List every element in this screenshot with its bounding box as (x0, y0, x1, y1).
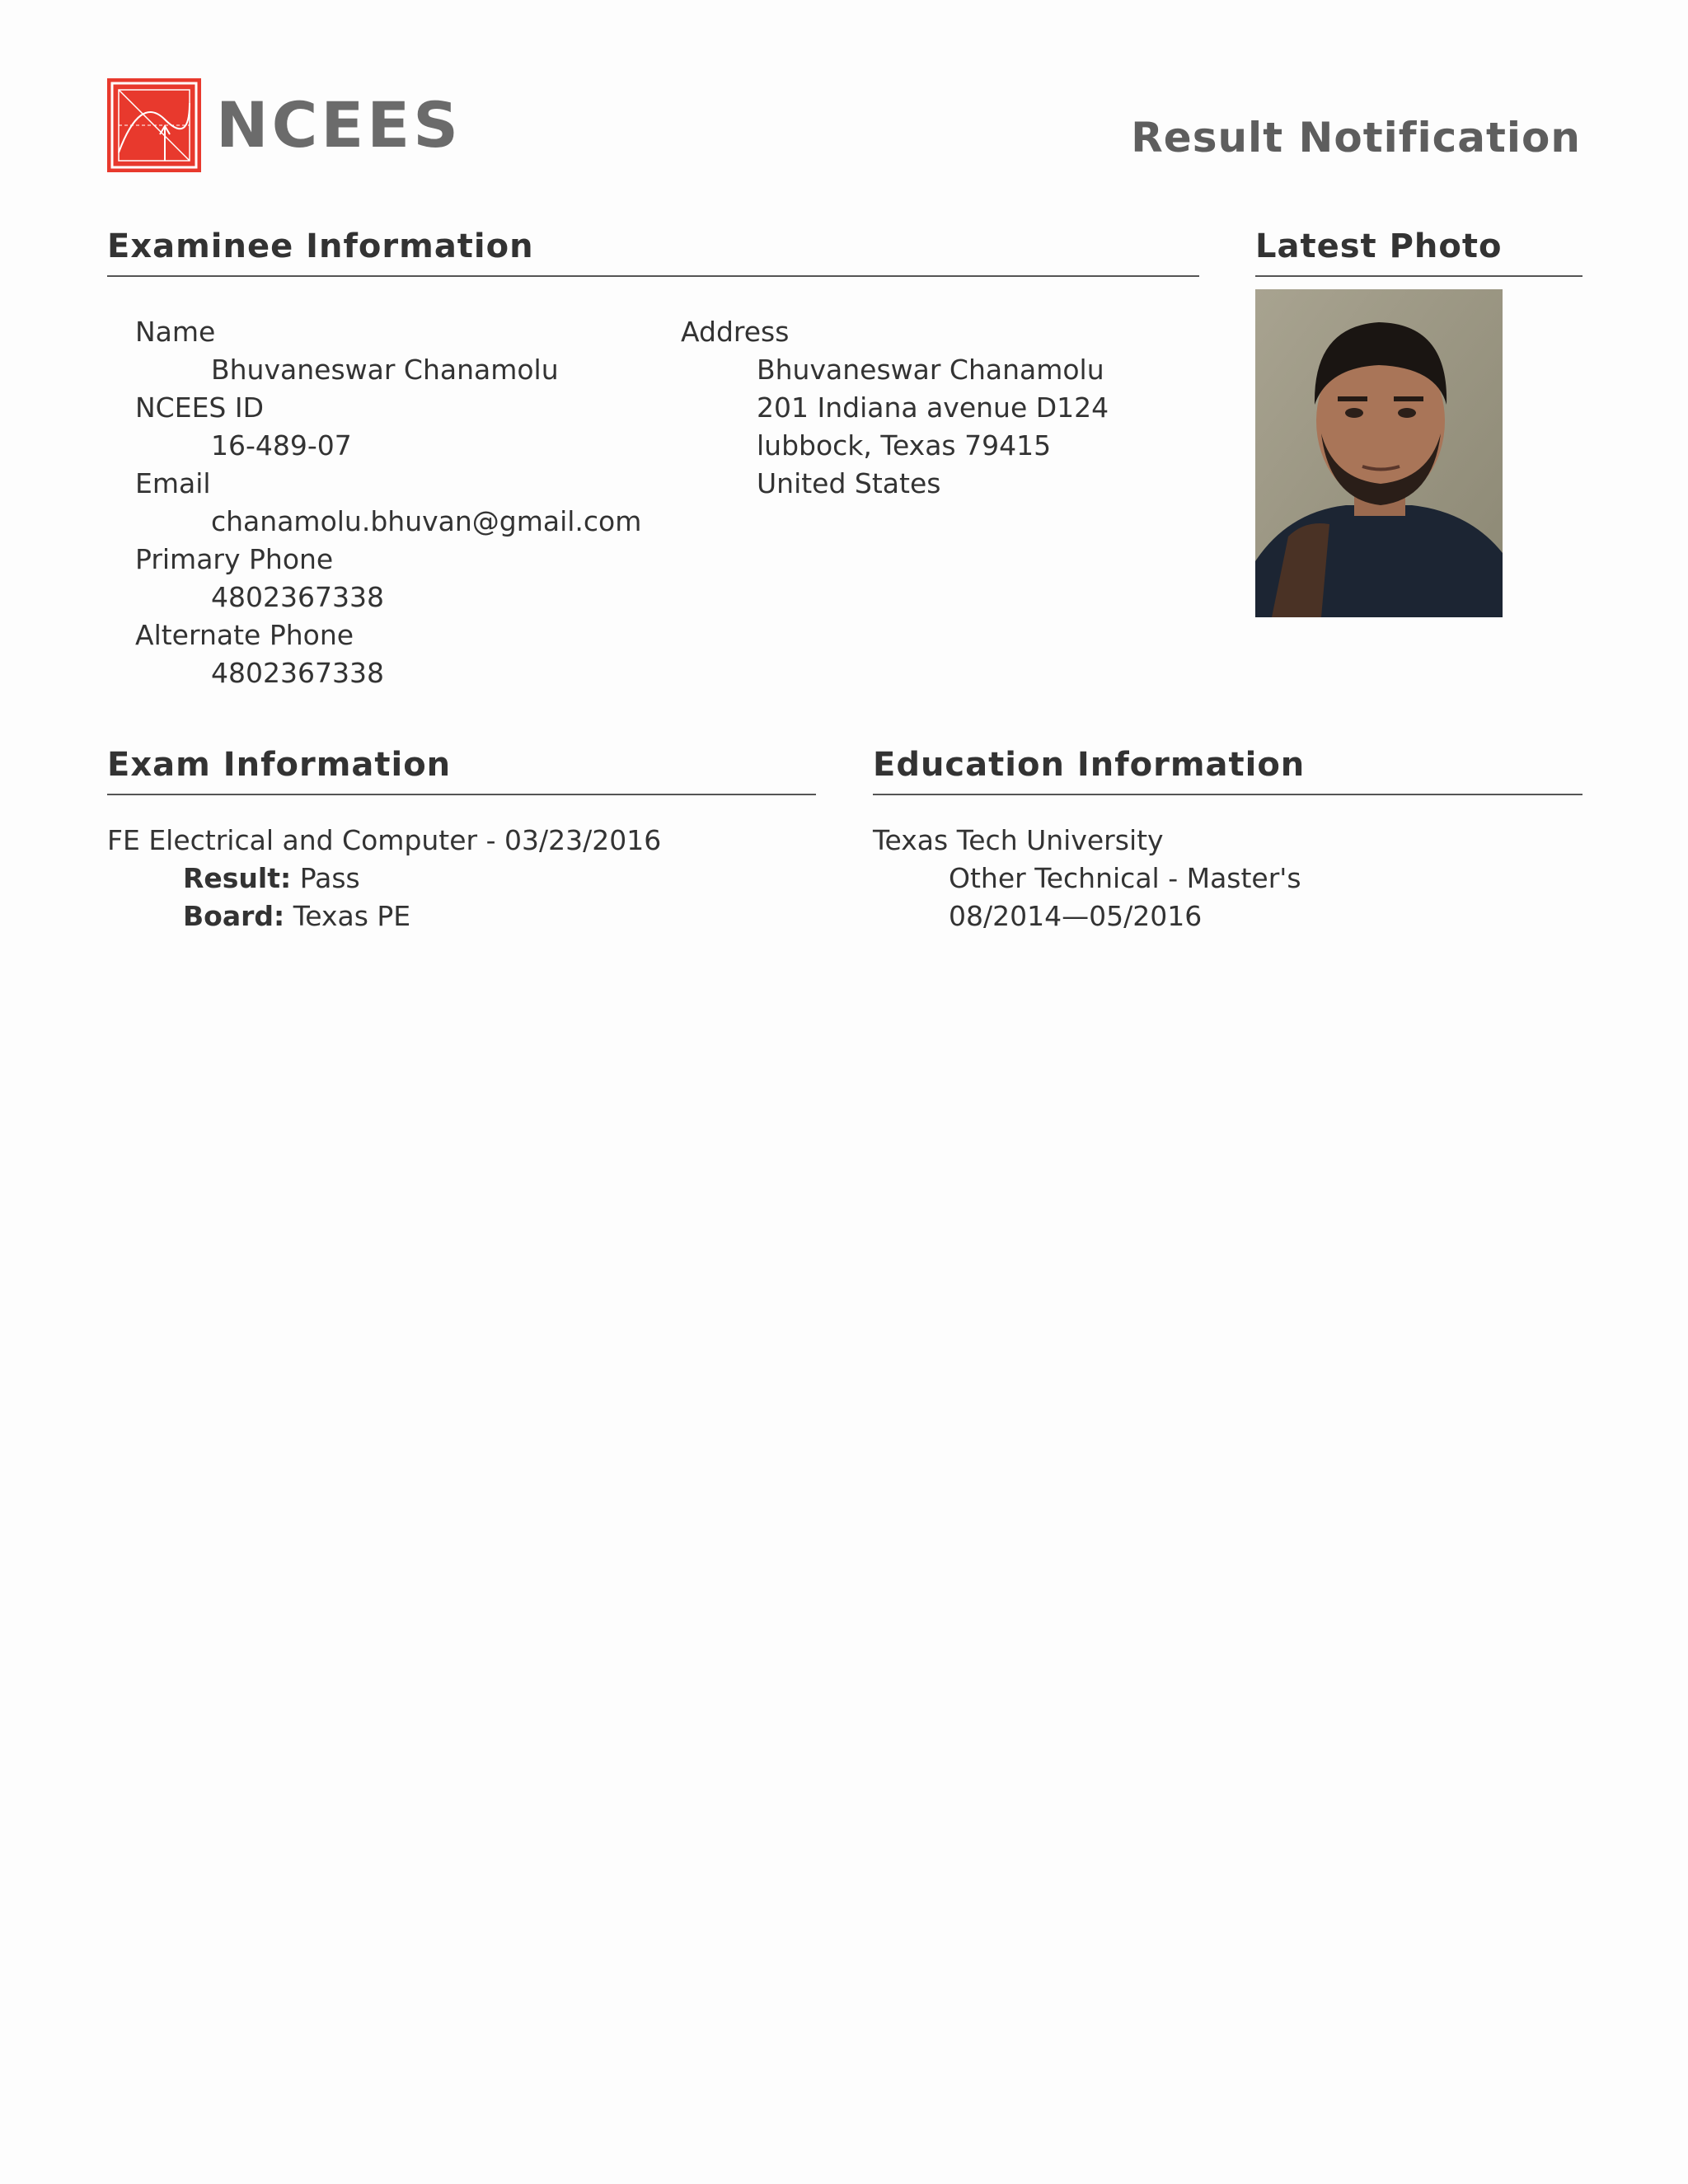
result-value: Pass (299, 862, 360, 894)
board-value: Texas PE (293, 900, 411, 932)
education-details (873, 822, 1301, 935)
address-line: United States (757, 467, 941, 499)
alternate-phone-label: Alternate Phone (135, 619, 354, 651)
education-information-heading: Education Information (873, 746, 1582, 795)
primary-phone-value: 4802367338 (211, 581, 384, 613)
address-line: lubbock, Texas 79415 (757, 429, 1052, 462)
address-line: Bhuvaneswar Chanamolu (757, 354, 1104, 386)
examinee-information-heading: Examinee Information (107, 227, 1199, 277)
education-dates: 08/2014—05/2016 (949, 900, 1203, 932)
primary-phone-label: Primary Phone (135, 543, 334, 575)
school-name: Texas Tech University (873, 824, 1164, 856)
alternate-phone-value: 4802367338 (211, 657, 384, 689)
examinee-photo (1255, 289, 1503, 617)
address-block (681, 313, 1109, 503)
ncees-id-value: 16-489-07 (211, 429, 352, 462)
address-line: 201 Indiana avenue D124 (757, 391, 1109, 424)
page-title: Result Notification (1131, 114, 1581, 162)
result-label: Result: (183, 862, 292, 894)
exam-board (107, 898, 661, 935)
examinee-fields (135, 313, 641, 692)
board-label: Board: (183, 900, 285, 932)
name-label: Name (135, 316, 216, 348)
exam-result (107, 860, 661, 898)
exam-information-heading: Exam Information (107, 746, 816, 795)
email-label: Email (135, 467, 211, 499)
exam-name-date: FE Electrical and Computer - 03/23/2016 (107, 824, 662, 856)
exam-details (107, 822, 661, 935)
ncees-logo (107, 78, 462, 172)
latest-photo-heading: Latest Photo (1255, 227, 1582, 277)
ncees-id-label: NCEES ID (135, 391, 265, 424)
degree: Other Technical - Master's (949, 862, 1301, 894)
address-label: Address (681, 316, 790, 348)
email-value: chanamolu.bhuvan@gmail.com (211, 505, 642, 537)
ncees-logo-text: NCEES (216, 88, 462, 162)
name-value: Bhuvaneswar Chanamolu (211, 354, 559, 386)
ncees-logo-icon (107, 78, 201, 172)
